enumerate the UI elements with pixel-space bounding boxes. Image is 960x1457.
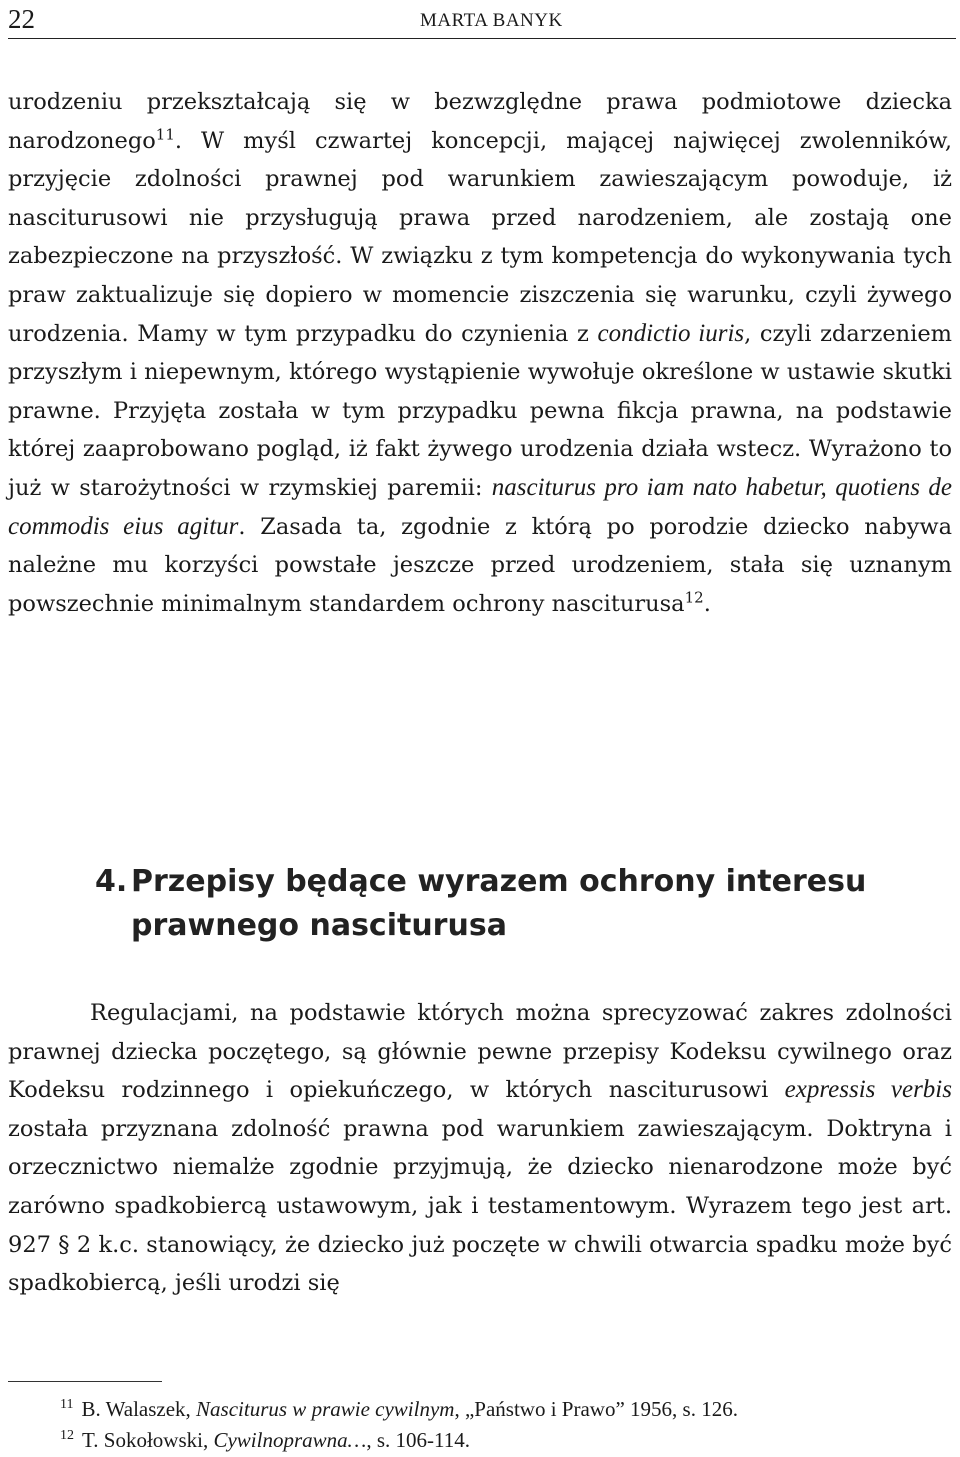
heading-line: Przepisy będące wyrazem ochrony interesu xyxy=(131,864,867,899)
text-run: została przyznana zdolność prawna pod warunkiem zawieszającym. Doktryna i orzecznictwo niemalże zgodnie przyjmują, że dziecko nienarodzone może być zarówno spadkobiercą ustawowym, jak i testamentowym. Wyrazem tego jest art. 927 § 2 k.c. stanowiący, że dziecko już poczęte w chwili otwarcia spadku może być spadkobiercą, jeśli urodzi się xyxy=(8,1115,952,1297)
latin-term: expressis verbis xyxy=(784,1076,952,1104)
footnote-ref: 12 xyxy=(684,588,704,607)
footnote-text: T. Sokołowski, xyxy=(82,1428,214,1452)
page-number: 22 xyxy=(8,4,35,34)
footnote-mark: 12 xyxy=(60,1428,74,1443)
heading-line: prawnego nasciturusa xyxy=(131,908,507,943)
footnote-title: Nasciturus w prawie cywilnym xyxy=(196,1397,455,1421)
body-paragraph xyxy=(8,994,952,1303)
text-run: . xyxy=(703,590,711,617)
running-head: MARTA BANYK xyxy=(420,10,563,31)
footnote-mark: 11 xyxy=(60,1397,74,1412)
footnote-text: B. Walaszek, xyxy=(81,1397,197,1421)
footnote-text: , „Państwo i Prawo” 1956, s. 126. xyxy=(454,1397,738,1421)
text-run: , czyli zdarzeniem przyszłym i niepewnym, którego wystąpienie wywołuje określone w ustawie skutki prawne. Przyjęta została w tym przypadku pewna fikcja prawna, na podstawie której zaaprobowano pogląd, iż fakt żywego urodzenia działa wstecz. Wyrażono to już w starożytności w rzymskiej paremii: xyxy=(8,320,952,501)
latin-maxim: nasciturus pro iam nato habetur, quotiens de commodis eius agitur xyxy=(8,473,952,540)
text-run: . Zasada ta, zgodnie z którą po porodzie dziecko nabywa należne mu korzyści powstałe jeszcze przed urodzeniem, stała się uznanym powszechnie minimalnym standardem ochrony nasciturusa xyxy=(8,513,952,617)
text-run: urodzeniu przekształcają się w bezwzględne prawa podmiotowe dziecka narodzonego xyxy=(8,89,952,154)
page-header xyxy=(8,0,956,39)
footnote xyxy=(60,1396,738,1422)
text-run: . W myśl czwartej koncepcji, mającej najwięcej zwolenników, przyjęcie zdolności prawnej pod warunkiem zawieszającym powoduje, iż nasciturusowi nie przysługują prawa przed narodzeniem, ale zostają one zabezpieczone na przyszłość. W związku z tym kompetencja do wykonywania tych praw zaktualizuje się dopiero w momencie ziszczenia się warunku, czyli żywego urodzenia. Mamy w tym przypadku do czynienia z xyxy=(8,127,952,347)
text-run: Regulacjami, na podstawie których można sprecyzować zakres zdolności prawnej dziecka poczętego, są głównie pewne przepisy Kodeksu cywilnego oraz Kodeksu rodzinnego i opiekuńczego, w których nasciturusowi xyxy=(8,1000,952,1104)
footnote-separator xyxy=(8,1381,162,1382)
footnote xyxy=(60,1427,470,1453)
section-number: 4. xyxy=(95,864,128,899)
footnote-text: , s. 106-114. xyxy=(366,1428,470,1452)
section-heading xyxy=(95,860,915,948)
latin-term: condictio iuris xyxy=(597,319,745,347)
footnote-ref: 11 xyxy=(155,125,175,144)
footnote-title: Cywilnoprawna… xyxy=(213,1428,367,1452)
body-paragraph xyxy=(8,83,952,623)
